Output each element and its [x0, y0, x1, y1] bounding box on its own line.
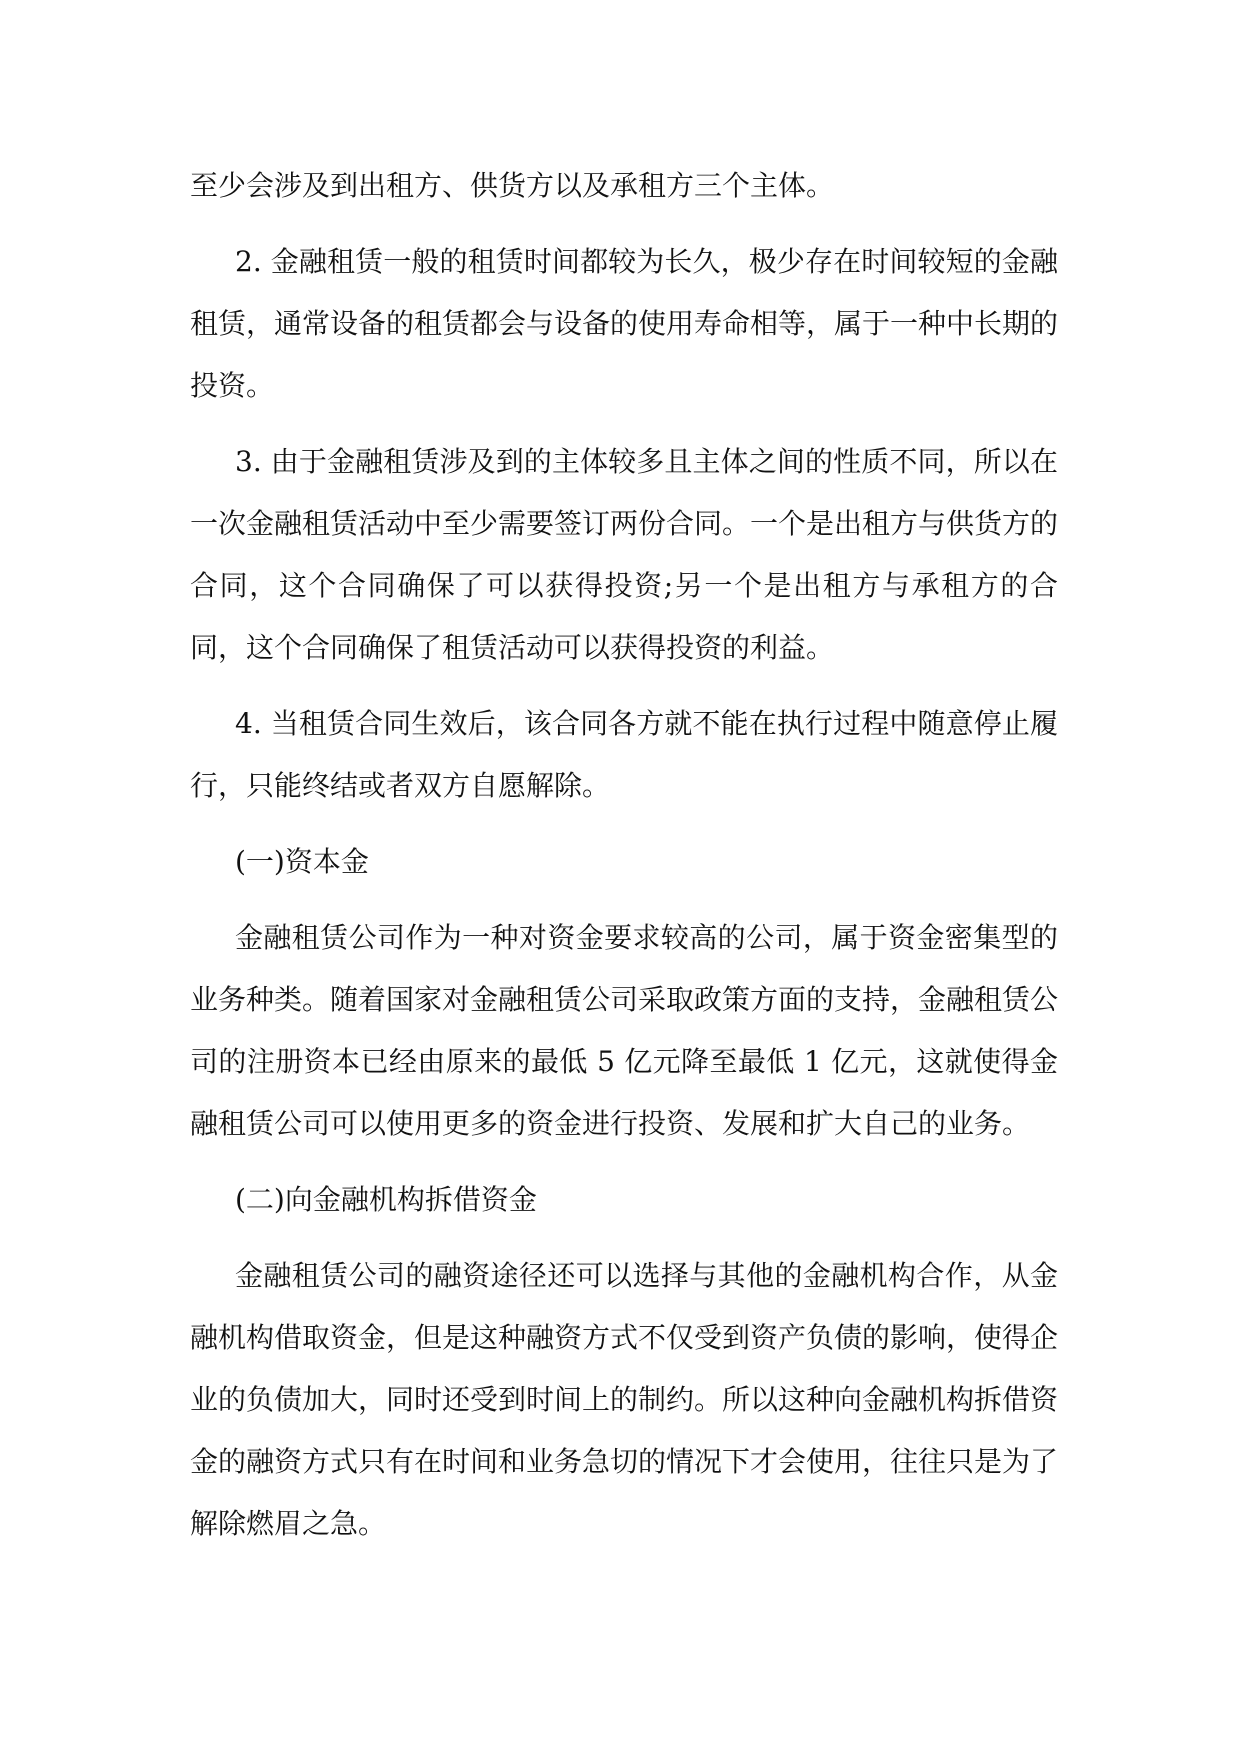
section-heading-capital: (一)资本金 — [235, 845, 369, 878]
paragraph-continuation: 至少会涉及到出租方、供货方以及承租方三个主体。 — [190, 169, 835, 202]
section-heading-interbank-borrowing: (二)向金融机构拆借资金 — [235, 1183, 537, 1216]
paragraph-item-2: 2. 金融租赁一般的租赁时间都较为长久，极少存在时间较短的金融租赁，通常设备的租赁都会与设备的使用寿命相等，属于一种中长期的投资。 — [190, 245, 1059, 402]
paragraph-interbank-borrowing: 金融租赁公司的融资途径还可以选择与其他的金融机构合作，从金融机构借取资金，但是这种融资方式不仅受到资产负债的影响，使得企业的负债加大，同时还受到时间上的制约。所以这种向金融机构拆借资金的融资方式只有在时间和业务急切的情况下才会使用，往往只是为了解除燃眉之急。 — [190, 1259, 1059, 1540]
paragraph-item-4: 4. 当租赁合同生效后，该合同各方就不能在执行过程中随意停止履行，只能终结或者双方自愿解除。 — [190, 707, 1058, 802]
paragraph-capital: 金融租赁公司作为一种对资金要求较高的公司，属于资金密集型的业务种类。随着国家对金融租赁公司采取政策方面的支持，金融租赁公司的注册资本已经由原来的最低 5 亿元降至最低 1 亿元，这就使得金融租赁公司可以使用更多的资金进行投资、发展和扩大自己的业务。 — [190, 921, 1059, 1140]
document-body — [190, 155, 1058, 1569]
paragraph-item-3: 3. 由于金融租赁涉及到的主体较多且主体之间的性质不同，所以在一次金融租赁活动中至少需要签订两份合同。一个是出租方与供货方的合同，这个合同确保了可以获得投资;另一个是出租方与承租方的合同，这个合同确保了租赁活动可以获得投资的利益。 — [190, 445, 1059, 664]
